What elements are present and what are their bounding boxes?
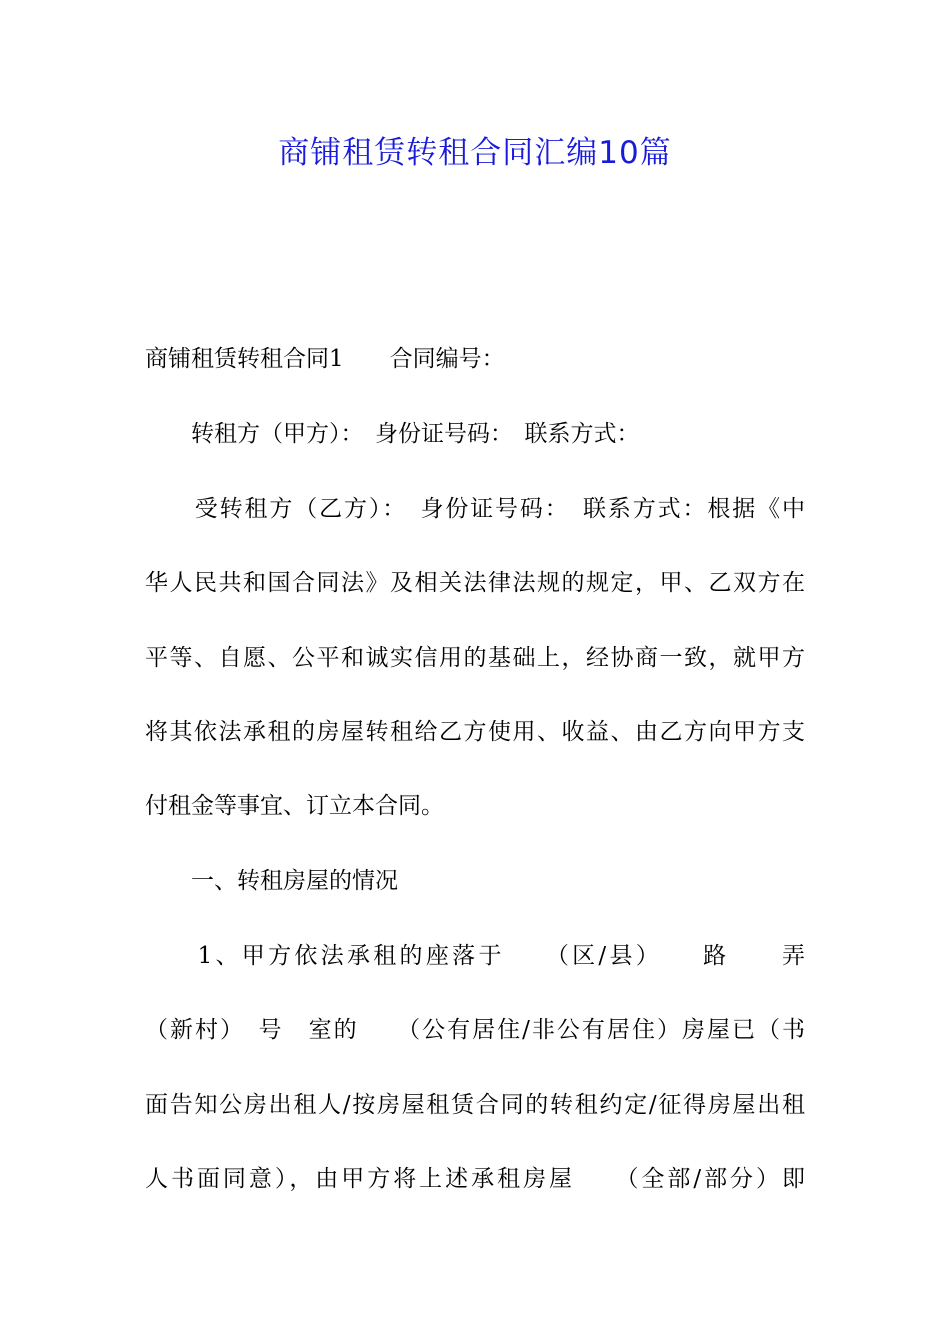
text-line-1: 商铺租赁转租合同1 合同编号： [145, 346, 505, 372]
text-line-3: 受转租方（乙方）： 身份证号码： 联系方式：根据《中 [145, 496, 805, 522]
section-heading-1: 一、转租房屋的情况 [145, 868, 398, 894]
text-line-2: 转租方（甲方）： 身份证号码： 联系方式： [145, 421, 640, 447]
text-line-5: 平等、自愿、公平和诚实信用的基础上，经协商一致，就甲方 [145, 645, 805, 671]
text-line-4: 华人民共和国合同法》及相关法律法规的规定，甲、乙双方在 [145, 570, 805, 596]
text-line-12: 人书面同意），由甲方将上述承租房屋 （全部/部分）即 [145, 1166, 805, 1192]
text-line-7: 付租金等事宜、订立本合同。 [145, 793, 444, 819]
text-line-9: 1、甲方依法承租的座落于 （区/县） 路 弄 [145, 943, 805, 969]
text-line-11: 面告知公房出租人/按房屋租赁合同的转租约定/征得房屋出租 [145, 1092, 805, 1118]
document-title: 商铺租赁转租合同汇编10篇 [278, 135, 672, 171]
text-line-10: （新村） 号 室的 （公有居住/非公有居住）房屋已（书 [145, 1017, 805, 1043]
text-line-6: 将其依法承租的房屋转租给乙方使用、收益、由乙方向甲方支 [145, 719, 805, 745]
